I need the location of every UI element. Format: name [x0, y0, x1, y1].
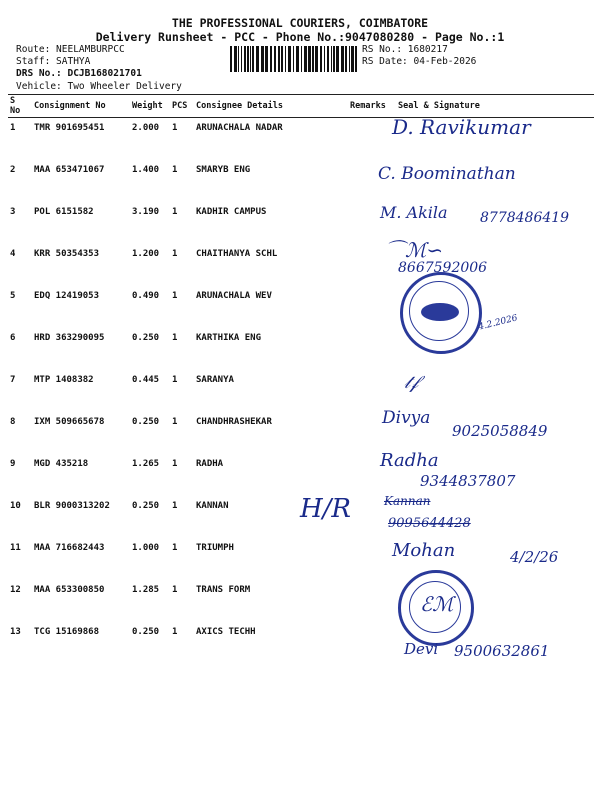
- cell-consignment-no: KRR 50354353: [34, 249, 100, 259]
- signature-12-scribble: ℰℳ: [420, 592, 454, 616]
- cell-weight: 2.000: [132, 123, 160, 133]
- cell-pcs: 1: [172, 291, 178, 301]
- cell-consignee: TRIUMPH: [196, 543, 234, 553]
- rs-no: RS No.: 1680217: [362, 44, 448, 55]
- barcode-bar: [288, 46, 291, 72]
- cell-remarks: [348, 580, 396, 622]
- cell-pcs: 1: [172, 165, 178, 175]
- barcode-bar: [333, 46, 335, 72]
- handwritten-phone-8: 9025058849: [452, 422, 548, 440]
- cell-weight: 1.265: [132, 459, 160, 469]
- barcode-bar: [320, 46, 322, 72]
- barcode-bar: [355, 46, 357, 72]
- cell-consignee: KARTHIKA ENG: [196, 333, 262, 343]
- barcode-bar: [336, 46, 339, 72]
- barcode-bar: [238, 46, 239, 72]
- barcode-bar: [312, 46, 314, 72]
- cell-consignment-no: BLR 9000313202: [34, 501, 110, 511]
- barcode-bar: [327, 46, 329, 72]
- cell-consignment-no: POL 6151582: [34, 207, 94, 217]
- barcode-bar: [293, 46, 294, 72]
- cell-sno: 12: [10, 585, 21, 595]
- barcode-bar: [230, 46, 232, 72]
- cell-signature: [396, 370, 594, 412]
- barcode-bar: [270, 46, 272, 72]
- cell-sno: 4: [10, 249, 16, 259]
- cell-pcs: 1: [172, 627, 178, 637]
- barcode-bar: [274, 46, 276, 72]
- cell-consignee: ARUNACHALA WEV: [196, 291, 272, 301]
- cell-remarks: [348, 286, 396, 328]
- signature-8: Divya: [382, 408, 431, 428]
- cell-remarks: [348, 622, 396, 664]
- col-remarks: Remarks: [348, 95, 396, 118]
- barcode-bar: [244, 46, 246, 72]
- cell-consignment-no: TMR 901695451: [34, 123, 105, 133]
- rs-date: RS Date: 04-Feb-2026: [362, 56, 477, 67]
- barcode-bar: [256, 46, 259, 72]
- cell-consignee: KADHIR CAMPUS: [196, 207, 267, 217]
- staff-label: Staff: SATHYA: [16, 56, 91, 67]
- handwritten-phone-4: 8667592006: [398, 260, 488, 276]
- cell-weight: 1.400: [132, 165, 160, 175]
- cell-pcs: 1: [172, 459, 178, 469]
- cell-pcs: 1: [172, 333, 178, 343]
- barcode-bar: [250, 46, 251, 72]
- cell-weight: 0.490: [132, 291, 160, 301]
- cell-sno: 1: [10, 123, 16, 133]
- signature-13: Devi: [404, 640, 439, 658]
- cell-consignee: TRANS FORM: [196, 585, 251, 595]
- handwritten-phone-13: 9500632861: [454, 642, 550, 660]
- handwritten-date-6: 4.2.2026: [477, 313, 519, 333]
- barcode-bar: [308, 46, 311, 72]
- cell-sno: 9: [10, 459, 16, 469]
- cell-weight: 1.000: [132, 543, 160, 553]
- cell-consignee: CHANDHRASHEKAR: [196, 417, 272, 427]
- table-row: [8, 244, 594, 286]
- signature-10-struck: Kannan: [384, 494, 431, 508]
- barcode-bar: [278, 46, 280, 72]
- handwritten-date-11: 4/2/26: [510, 548, 559, 566]
- handwritten-phone-9: 9344837807: [420, 472, 516, 490]
- cell-pcs: 1: [172, 417, 178, 427]
- vehicle-label: Vehicle: Two Wheeler Delivery: [16, 81, 182, 92]
- table-row: [8, 328, 594, 370]
- barcode-bar: [296, 46, 299, 72]
- cell-consignee: SARANYA: [196, 375, 234, 385]
- cell-sno: 8: [10, 417, 16, 427]
- runsheet-title: Delivery Runsheet - PCC - Phone No.:9047080280 - Page No.:1: [95, 30, 505, 44]
- cell-sno: 2: [10, 165, 16, 175]
- col-pcs: PCS: [170, 95, 194, 118]
- seal-stamp-5: [400, 272, 482, 354]
- barcode-bar: [331, 46, 332, 72]
- cell-consignee: AXICS TECHH: [196, 627, 256, 637]
- barcode-bar: [324, 46, 325, 72]
- cell-remarks: [348, 538, 396, 580]
- barcode-bar: [261, 46, 264, 72]
- cell-consignment-no: HRD 363290095: [34, 333, 105, 343]
- cell-consignment-no: MAA 716682443: [34, 543, 105, 553]
- drs-label: DRS No.: DCJB168021701: [16, 68, 142, 79]
- cell-sno: 7: [10, 375, 16, 385]
- remark-hr-10: H/R: [300, 494, 352, 524]
- route-label: Route: NEELAMBURPCC: [16, 44, 125, 55]
- cell-sno: 6: [10, 333, 16, 343]
- signature-3: M. Akila: [380, 203, 448, 222]
- cell-consignment-no: MAA 653471067: [34, 165, 105, 175]
- barcode-bar: [351, 46, 354, 72]
- cell-sno: 3: [10, 207, 16, 217]
- cell-weight: 0.445: [132, 375, 160, 385]
- cell-consignment-no: TCG 15169868: [34, 627, 100, 637]
- cell-weight: 3.190: [132, 207, 160, 217]
- company-title: THE PROFESSIONAL COURIERS, COIMBATORE: [171, 16, 429, 30]
- cell-remarks: [348, 370, 396, 412]
- barcode-bar: [315, 46, 318, 72]
- cell-pcs: 1: [172, 207, 178, 217]
- barcode-bar: [281, 46, 283, 72]
- handwritten-phone-10-struck: 9095644428: [388, 516, 471, 531]
- cell-weight: 1.285: [132, 585, 160, 595]
- cell-consignee: CHAITHANYA SCHL: [196, 249, 278, 259]
- cell-weight: 0.250: [132, 627, 160, 637]
- col-weight: Weight: [130, 95, 170, 118]
- table-row: [8, 538, 594, 580]
- cell-sno: 5: [10, 291, 16, 301]
- signature-9: Radha: [380, 450, 439, 471]
- cell-consignee: RADHA: [196, 459, 224, 469]
- signature-11: Mohan: [392, 540, 456, 561]
- cell-consignment-no: EDQ 12419053: [34, 291, 100, 301]
- cell-consignment-no: IXM 509665678: [34, 417, 105, 427]
- col-sno: S No: [8, 95, 32, 118]
- cell-weight: 1.200: [132, 249, 160, 259]
- cell-pcs: 1: [172, 585, 178, 595]
- col-consignment: Consignment No: [32, 95, 130, 118]
- barcode-bar: [304, 46, 307, 72]
- cell-pcs: 1: [172, 249, 178, 259]
- cell-consignee: SMARYB ENG: [196, 165, 251, 175]
- signature-4-scribble: ⌒ℳ∽: [385, 238, 444, 262]
- cell-weight: 0.250: [132, 417, 160, 427]
- barcode-bar: [247, 46, 249, 72]
- signature-2: C. Boominathan: [378, 164, 516, 184]
- signature-7-scribble: 𝓉𝒻: [404, 372, 419, 393]
- cell-weight: 0.250: [132, 333, 160, 343]
- barcode-bar: [301, 46, 302, 72]
- cell-remarks: [348, 118, 396, 161]
- barcode-bar: [349, 46, 350, 72]
- cell-sno: 11: [10, 543, 21, 553]
- barcode: [230, 46, 358, 72]
- cell-pcs: 1: [172, 501, 178, 511]
- cell-remarks: [348, 328, 396, 370]
- table-row: [8, 370, 594, 412]
- signature-1: D. Ravikumar: [392, 115, 531, 139]
- barcode-bar: [285, 46, 286, 72]
- barcode-bar: [341, 46, 344, 72]
- cell-pcs: 1: [172, 543, 178, 553]
- cell-consignee: ARUNACHALA NADAR: [196, 123, 283, 133]
- cell-weight: 0.250: [132, 501, 160, 511]
- cell-consignment-no: MGD 435218: [34, 459, 89, 469]
- barcode-bar: [345, 46, 347, 72]
- col-consignee: Consignee Details: [194, 95, 348, 118]
- barcode-bar: [241, 46, 242, 72]
- cell-sno: 10: [10, 501, 21, 511]
- cell-consignment-no: MTP 1408382: [34, 375, 94, 385]
- col-signature: Seal & Signature: [396, 95, 594, 118]
- barcode-bar: [265, 46, 268, 72]
- barcode-bar: [252, 46, 254, 72]
- table-row: [8, 580, 594, 622]
- barcode-bar: [234, 46, 237, 72]
- cell-consignment-no: MAA 653300850: [34, 585, 105, 595]
- cell-pcs: 1: [172, 123, 178, 133]
- cell-consignee: KANNAN: [196, 501, 229, 511]
- handwritten-phone-3: 8778486419: [480, 210, 570, 226]
- cell-pcs: 1: [172, 375, 178, 385]
- cell-sno: 13: [10, 627, 21, 637]
